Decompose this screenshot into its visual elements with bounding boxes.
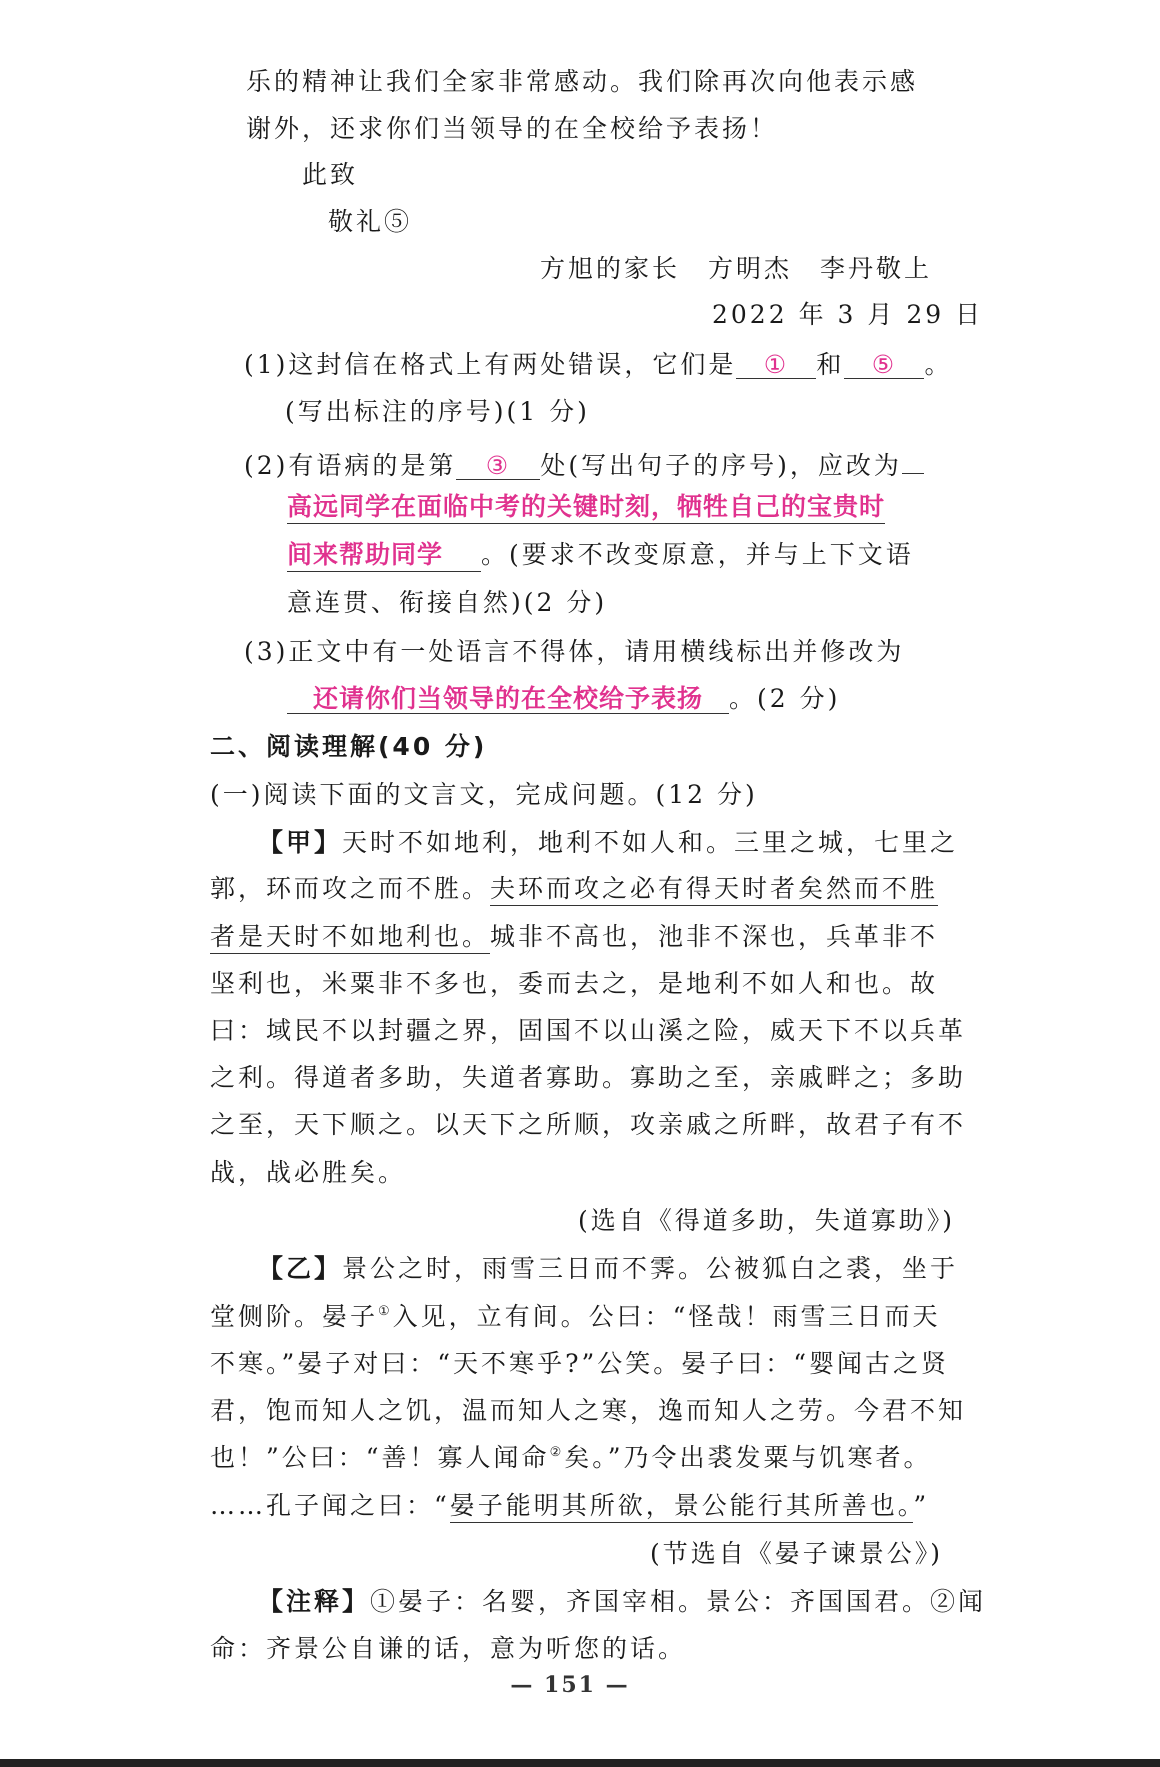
section-subtitle: (一)阅读下面的文言文，完成问题。(12 分) — [210, 780, 758, 809]
letter-signature: 方旭的家长 方明杰 李丹敬上 — [540, 254, 933, 283]
page-number: — 151 — — [510, 1672, 630, 1698]
jia-line — [210, 920, 938, 954]
jia-line: 之利。得道者多助，失道者寡助。寡助之至，亲戚畔之；多助 — [210, 1063, 967, 1092]
note-line — [258, 1585, 986, 1619]
jia-label: 【甲】 — [258, 828, 343, 857]
note-line: 命：齐景公自谦的话，意为听您的话。 — [210, 1634, 687, 1663]
footnote-marker: ① — [378, 1304, 393, 1319]
yi-line: 不寒。”晏子对曰：“天不寒乎?”公笑。晏子曰：“婴闻古之贤 — [210, 1349, 950, 1378]
yi-text: 也！”公曰：“善！寡人闻命 — [210, 1443, 550, 1472]
yi-line: 君，饱而知人之饥，温而知人之寒，逸而知人之劳。今君不知 — [210, 1396, 967, 1425]
q2-line-4: 意连贯、衔接自然)(2 分) — [287, 588, 608, 617]
q2-answer-text-1: 高远同学在面临中考的关键时刻，牺牲自己的宝贵时 — [287, 492, 885, 524]
q2-suffix: 处(写出句子的序号)，应改为 — [540, 451, 902, 480]
yi-label: 【乙】 — [258, 1254, 343, 1283]
yi-source: (节选自《晏子谏景公》) — [650, 1539, 944, 1568]
q3-answer-line — [287, 682, 840, 716]
letter-closing: 此致 — [302, 160, 359, 189]
yi-line — [258, 1252, 958, 1286]
question-2 — [244, 443, 924, 480]
q3-answer-text: 还请你们当领导的在全校给予表扬 — [287, 684, 729, 714]
jia-line: 之至，天下顺之。以天下之所顺，攻亲戚之所畔，故君子有不 — [210, 1110, 967, 1139]
letter-closing: 敬礼⑤ — [328, 207, 413, 236]
jia-underlined-sentence: 者是天时不如地利也。 — [210, 922, 490, 954]
q2-answer-line-1 — [287, 490, 885, 524]
q2-prefix: (2)有语病的是第 — [244, 451, 457, 480]
note-text: ①晏子：名婴，齐国宰相。景公：齐国国君。②闻 — [370, 1587, 987, 1616]
yi-text: 入见，立有间。公曰：“怪哉！雨雪三日而天 — [392, 1302, 941, 1331]
jia-line — [258, 826, 958, 860]
q1-answer-2: ⑤ — [844, 348, 924, 379]
yi-text: 矣。”乃令出裘发粟与饥寒者。 — [564, 1443, 932, 1472]
q1-mid: 和 — [816, 350, 845, 379]
yi-line — [210, 1300, 940, 1334]
jia-line: 坚利也，米粟非不多也，委而去之，是地利不如人和也。故 — [210, 969, 939, 998]
q2-tail: 。(要求不改变原意，并与上下文语 — [481, 540, 914, 569]
letter-line: 乐的精神让我们全家非常感动。我们除再次向他表示感 — [246, 67, 919, 96]
q1-line-2: (写出标注的序号)(1 分) — [285, 397, 590, 426]
yi-line — [210, 1489, 929, 1523]
q3-suffix: 。(2 分) — [729, 684, 841, 713]
yi-text: ” — [913, 1491, 930, 1520]
jia-underlined-sentence: 夫环而攻之必有得天时者矣然而不胜 — [490, 874, 938, 906]
letter-date: 2022 年 3 月 29 日 — [712, 300, 984, 329]
question-3: (3)正文中有一处语言不得体，请用横线标出并修改为 — [244, 637, 905, 666]
jia-text: 天时不如地利，地利不如人和。三里之城，七里之 — [342, 828, 959, 857]
section-title: 二、阅读理解(40 分) — [210, 732, 488, 761]
jia-text: 郭，环而攻之而不胜。 — [210, 874, 491, 903]
jia-line: 曰：域民不以封疆之界，固国不以山溪之险，威天下不以兵革 — [210, 1016, 967, 1045]
q1-suffix: 。 — [924, 350, 953, 379]
note-label: 【注释】 — [258, 1587, 371, 1616]
jia-source: (选自《得道多助，失道寡助》) — [578, 1206, 956, 1235]
jia-line — [210, 872, 938, 906]
jia-text: 城非不高也，池非不深也，兵革非不 — [490, 922, 939, 951]
yi-text: ……孔子闻之曰：“ — [210, 1491, 450, 1520]
yi-text: 堂侧阶。晏子 — [210, 1302, 379, 1331]
q2-blank-start — [902, 443, 924, 474]
q1-prefix: (1)这封信在格式上有两处错误，它们是 — [244, 350, 737, 379]
q2-answer-line-2 — [287, 538, 914, 572]
yi-line — [210, 1441, 932, 1475]
q2-answer-text-2: 间来帮助同学 — [287, 540, 481, 572]
jia-line: 战，战必胜矣。 — [210, 1158, 407, 1187]
letter-line: 谢外，还求你们当领导的在全校给予表扬！ — [246, 114, 779, 143]
footnote-marker: ② — [549, 1445, 565, 1460]
yi-underlined-sentence: 晏子能明其所欲，景公能行其所善也。 — [450, 1491, 914, 1523]
bottom-bar — [0, 1759, 1160, 1767]
q1-answer-1: ① — [736, 348, 816, 379]
yi-text: 景公之时，雨雪三日而不霁。公被狐白之裘，坐于 — [342, 1254, 959, 1283]
q2-answer-number: ③ — [456, 449, 540, 480]
question-1 — [244, 348, 952, 382]
